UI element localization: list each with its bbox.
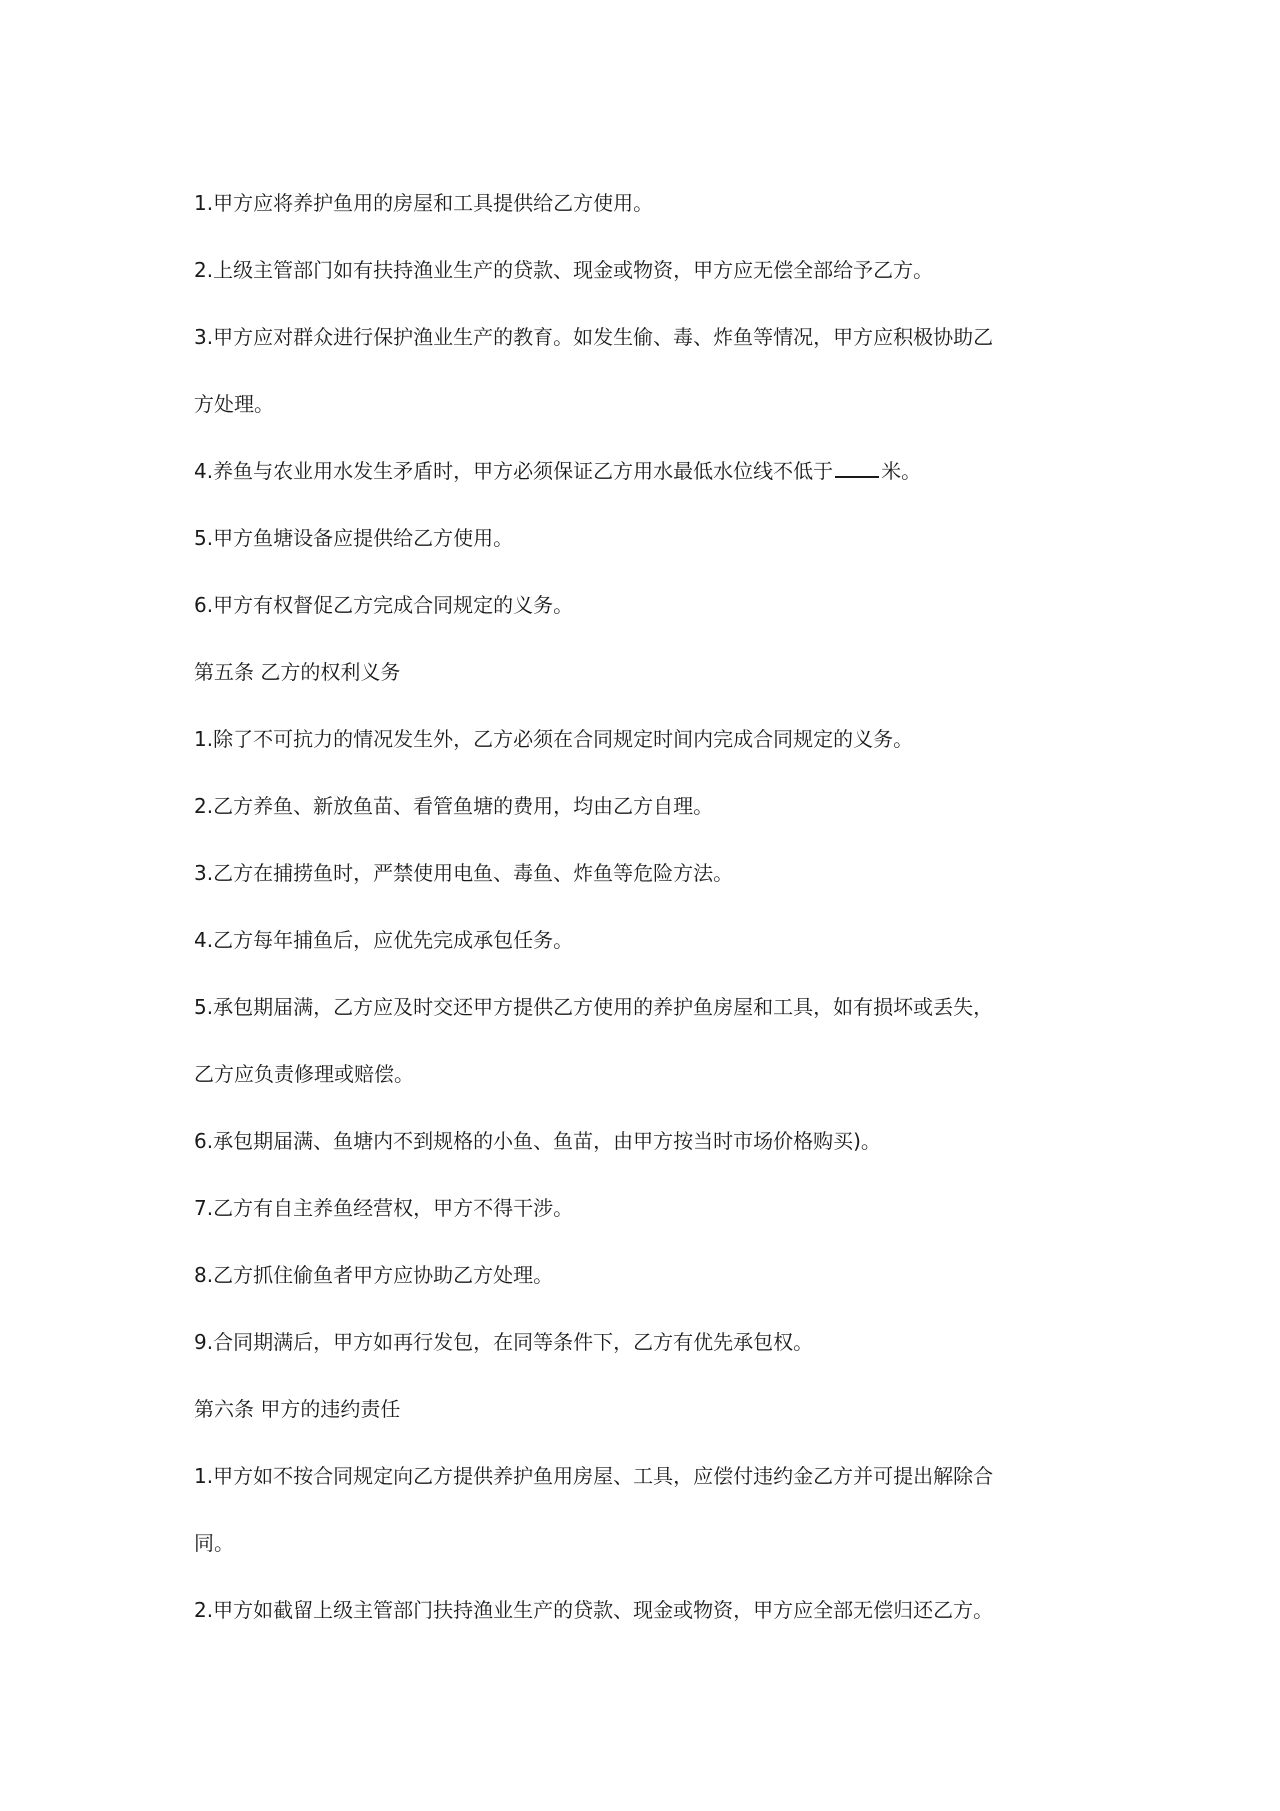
clause-line: 2.上级主管部门如有扶持渔业生产的贷款、现金或物资，甲方应无偿全部给予乙方。 — [194, 258, 934, 282]
clause-line: 4.乙方每年捕鱼后，应优先完成承包任务。 — [194, 928, 574, 952]
clause-line: 6.甲方有权督促乙方完成合同规定的义务。 — [194, 593, 574, 617]
clause-line: 5.甲方鱼塘设备应提供给乙方使用。 — [194, 526, 514, 550]
clause-line-with-blank — [194, 438, 1094, 505]
clause-text-after-blank: 米。 — [881, 459, 922, 483]
clause-line: 1.甲方如不按合同规定向乙方提供养护鱼用房屋、工具，应偿付违约金乙方并可提出解除合 — [194, 1464, 994, 1488]
clause-line: 7.乙方有自主养鱼经营权，甲方不得干涉。 — [194, 1196, 574, 1220]
clause-line: 3.甲方应对群众进行保护渔业生产的教育。如发生偷、毒、炸鱼等情况，甲方应积极协助乙 — [194, 325, 994, 349]
clause-line: 6.承包期届满、鱼塘内不到规格的小鱼、鱼苗，由甲方按当时市场价格购买)。 — [194, 1129, 881, 1153]
fill-in-blank — [835, 458, 879, 478]
clause-line: 1.除了不可抗力的情况发生外，乙方必须在合同规定时间内完成合同规定的义务。 — [194, 727, 914, 751]
clause-text-before-blank: 4.养鱼与农业用水发生矛盾时，甲方必须保证乙方用水最低水位线不低于 — [194, 459, 834, 483]
clause-line: 2.乙方养鱼、新放鱼苗、看管鱼塘的费用，均由乙方自理。 — [194, 794, 714, 818]
clause-line: 9.合同期满后，甲方如再行发包，在同等条件下，乙方有优先承包权。 — [194, 1330, 814, 1354]
clause-line: 方处理。 — [194, 392, 274, 416]
section-heading: 第五条 乙方的权利义务 — [194, 660, 401, 684]
clause-line: 5.承包期届满，乙方应及时交还甲方提供乙方使用的养护鱼房屋和工具，如有损坏或丢失， — [194, 995, 994, 1019]
document-body — [194, 170, 1094, 1644]
clause-line: 1.甲方应将养护鱼用的房屋和工具提供给乙方使用。 — [194, 191, 654, 215]
section-heading: 第六条 甲方的违约责任 — [194, 1397, 401, 1421]
clause-line: 8.乙方抓住偷鱼者甲方应协助乙方处理。 — [194, 1263, 554, 1287]
clause-line: 乙方应负责修理或赔偿。 — [194, 1062, 414, 1086]
clause-line: 2.甲方如截留上级主管部门扶持渔业生产的贷款、现金或物资，甲方应全部无偿归还乙方。 — [194, 1598, 994, 1622]
clause-line: 同。 — [194, 1531, 234, 1555]
clause-line: 3.乙方在捕捞鱼时，严禁使用电鱼、毒鱼、炸鱼等危险方法。 — [194, 861, 734, 885]
